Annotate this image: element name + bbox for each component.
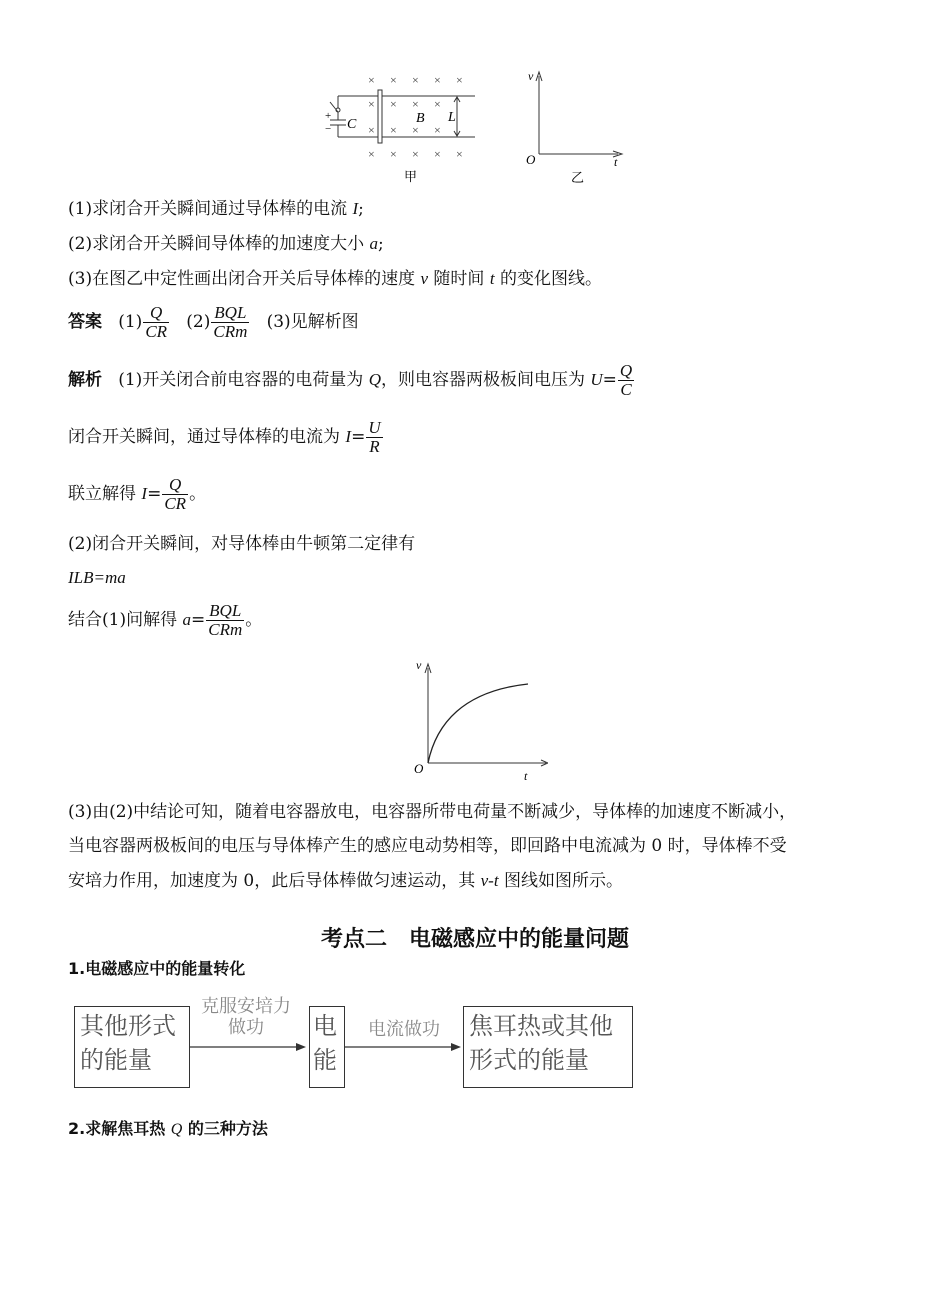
caption-jia: 甲 bbox=[404, 169, 418, 184]
label-C: C bbox=[347, 117, 357, 132]
velocity-curve bbox=[428, 684, 528, 763]
analysis-line-7: (3)由(2)中结论可知，随着电容器放电，电容器所带电荷量不断减少，导体棒的加速度不断减小， bbox=[68, 802, 797, 822]
question-2: (2)求闭合开关瞬间导体棒的加速度大小 a; bbox=[68, 234, 384, 254]
cross: × bbox=[368, 73, 375, 87]
subheading-2: 2.求解焦耳热 Q 的三种方法 bbox=[68, 1119, 268, 1138]
cross: × bbox=[390, 147, 397, 161]
caption-yi: 乙 bbox=[571, 170, 585, 185]
cross: × bbox=[412, 147, 419, 161]
analysis-line-2: 闭合开关瞬间，通过导体棒的电流为 I= $\frac{U}{R}$ bbox=[68, 418, 381, 456]
cross: × bbox=[434, 147, 441, 161]
cross: × bbox=[390, 123, 397, 137]
cross: × bbox=[434, 97, 441, 111]
cross: × bbox=[456, 147, 463, 161]
section-title: 考点二 电磁感应中的能量问题 bbox=[320, 927, 629, 952]
answer-fraction-2: $\frac{\text{BQL}}{\text{CRm}}$ bbox=[213, 303, 248, 341]
axis-label-t: t bbox=[614, 155, 618, 169]
origin-label: O bbox=[526, 152, 536, 167]
flow-arrow-label-2: 电流做功 bbox=[368, 1019, 440, 1040]
axis-label-v: v bbox=[528, 69, 534, 83]
flow-box-electric-energy: 电能 bbox=[309, 1006, 345, 1088]
answer-line: 答案 (1) $\frac{Q}{CR}$ (2) $\frac{\text{BQL}}{\text{CRm}}$ (3)见解析图 bbox=[68, 303, 359, 341]
cross: × bbox=[434, 73, 441, 87]
cross: × bbox=[434, 123, 441, 137]
flow-box-other-energy: 其他形式的能量 bbox=[74, 1006, 190, 1088]
plus-sign: + bbox=[325, 110, 332, 122]
axis-label-v: v bbox=[416, 658, 422, 672]
axis-label-t: t bbox=[524, 769, 528, 783]
cross: × bbox=[412, 97, 419, 111]
cross: × bbox=[368, 147, 375, 161]
answer-label: 答案 bbox=[68, 312, 102, 332]
flow-arrow-1 bbox=[190, 1040, 310, 1054]
figure-jia bbox=[320, 66, 485, 186]
cross: × bbox=[412, 123, 419, 137]
analysis-line-1: 解析 (1)开关闭合前电容器的电荷量为 Q，则电容器两极板间电压为 U= $\frac{Q}{C}$ bbox=[68, 361, 633, 399]
flow-arrow-2 bbox=[345, 1040, 467, 1054]
conductor-rod bbox=[378, 90, 382, 143]
label-B: B bbox=[416, 111, 425, 126]
analysis-line-8: 当电容器两极板间的电压与导体棒产生的感应电动势相等，即回路中电流减为 0 时，导体棒不受 bbox=[68, 836, 787, 856]
label-L: L bbox=[448, 110, 456, 125]
analysis-equation: ILB=ma bbox=[68, 568, 126, 587]
cross: × bbox=[456, 73, 463, 87]
question-3: (3)在图乙中定性画出闭合开关后导体棒的速度 v 随时间 t 的变化图线。 bbox=[68, 269, 602, 289]
analysis-label: 解析 bbox=[68, 370, 102, 390]
analysis-line-3: 联立解得 I= $\frac{Q}{CR}$ 。 bbox=[68, 475, 207, 513]
question-1: (1)求闭合开关瞬间通过导体棒的电流 I; bbox=[68, 199, 364, 219]
analysis-line-4: (2)闭合开关瞬间，对导体棒由牛顿第二定律有 bbox=[68, 534, 416, 554]
analysis-line-9: 安培力作用，加速度为 0，此后导体棒做匀速运动，其 v-t 图线如图所示。 bbox=[68, 871, 623, 891]
flow-box-joule-heat: 焦耳热或其他形式的能量 bbox=[463, 1006, 633, 1088]
subheading-1: 1.电磁感应中的能量转化 bbox=[68, 959, 246, 978]
cross: × bbox=[412, 73, 419, 87]
origin-label: O bbox=[414, 761, 424, 776]
flow-arrow-label-1: 克服安培力做功 bbox=[201, 996, 291, 1038]
analysis-line-6: 结合(1)问解得 a= $\frac{\text{BQL}}{\text{CRm}}$ 。 bbox=[68, 601, 263, 639]
answer-vt-graph bbox=[408, 656, 548, 784]
cross: × bbox=[390, 73, 397, 87]
cross: × bbox=[390, 97, 397, 111]
figure-yi bbox=[520, 66, 630, 186]
cross: × bbox=[368, 123, 375, 137]
answer-fraction-1: $\frac{Q}{CR}$ bbox=[145, 303, 168, 341]
cross: × bbox=[368, 97, 375, 111]
minus-sign: − bbox=[325, 123, 332, 135]
